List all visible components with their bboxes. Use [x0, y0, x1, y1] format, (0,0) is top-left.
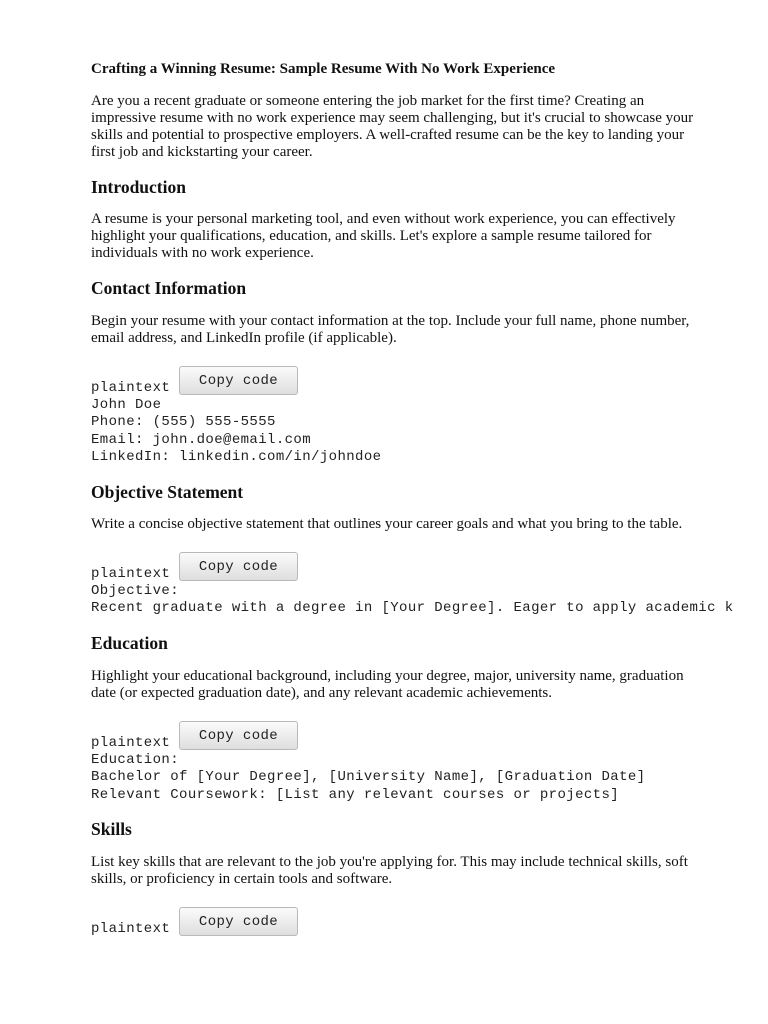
code-language-label: plaintext — [91, 735, 171, 751]
objective-code-block: Objective: Recent graduate with a degree in [Your Degree]. Eager to apply academic k — [91, 583, 734, 617]
skills-paragraph: List key skills that are relevant to the job you're applying for. This may include technical skills, soft skills, or proficiency in certain tools and software. — [91, 854, 688, 887]
contact-information-paragraph: Begin your resume with your contact information at the top. Include your full name, phone number, email address, and LinkedIn profile (if applicable). — [91, 313, 690, 346]
education-code-block: Education: Bachelor of [Your Degree], [University Name], [Graduation Date] Relevant Coursework: [List any relevant courses or projects] — [91, 752, 646, 803]
education-code-header — [91, 721, 391, 751]
copy-code-button[interactable]: Copy code — [179, 721, 298, 750]
objective-statement-heading: Objective Statement — [91, 482, 244, 502]
education-paragraph: Highlight your educational background, including your degree, major, university name, graduation date (or expected graduation date), and any relevant academic achievements. — [91, 668, 684, 701]
education-heading: Education — [91, 633, 168, 653]
skills-heading: Skills — [91, 819, 132, 839]
introduction-heading: Introduction — [91, 177, 186, 197]
document-title: Crafting a Winning Resume: Sample Resume With No Work Experience — [91, 61, 556, 77]
copy-code-button[interactable]: Copy code — [179, 907, 298, 936]
code-language-label: plaintext — [91, 921, 171, 937]
objective-paragraph: Write a concise objective statement that outlines your career goals and what you bring to the table. — [91, 516, 683, 532]
contact-information-heading: Contact Information — [91, 278, 247, 298]
introduction-paragraph: A resume is your personal marketing tool, and even without work experience, you can effectively highlight your qualifications, education, and skills. Let's explore a sample resume tailored for individuals with no work experience. — [91, 211, 676, 261]
contact-code-block: John Doe Phone: (555) 555-5555 Email: john.doe@email.com LinkedIn: linkedin.com/in/johndoe — [91, 397, 382, 465]
objective-code-header — [91, 552, 391, 582]
contact-code-header — [91, 366, 391, 396]
copy-code-button[interactable]: Copy code — [179, 366, 298, 395]
code-language-label: plaintext — [91, 380, 171, 396]
copy-code-button[interactable]: Copy code — [179, 552, 298, 581]
code-language-label: plaintext — [91, 566, 171, 582]
intro-paragraph: Are you a recent graduate or someone entering the job market for the first time? Creating an impressive resume with no work experience may seem challenging, but it's crucial to showcase your skills and potential to prospective employers. A well-crafted resume can be the key to landing your first job and kickstarting your career. — [91, 93, 694, 160]
skills-code-header — [91, 907, 391, 937]
